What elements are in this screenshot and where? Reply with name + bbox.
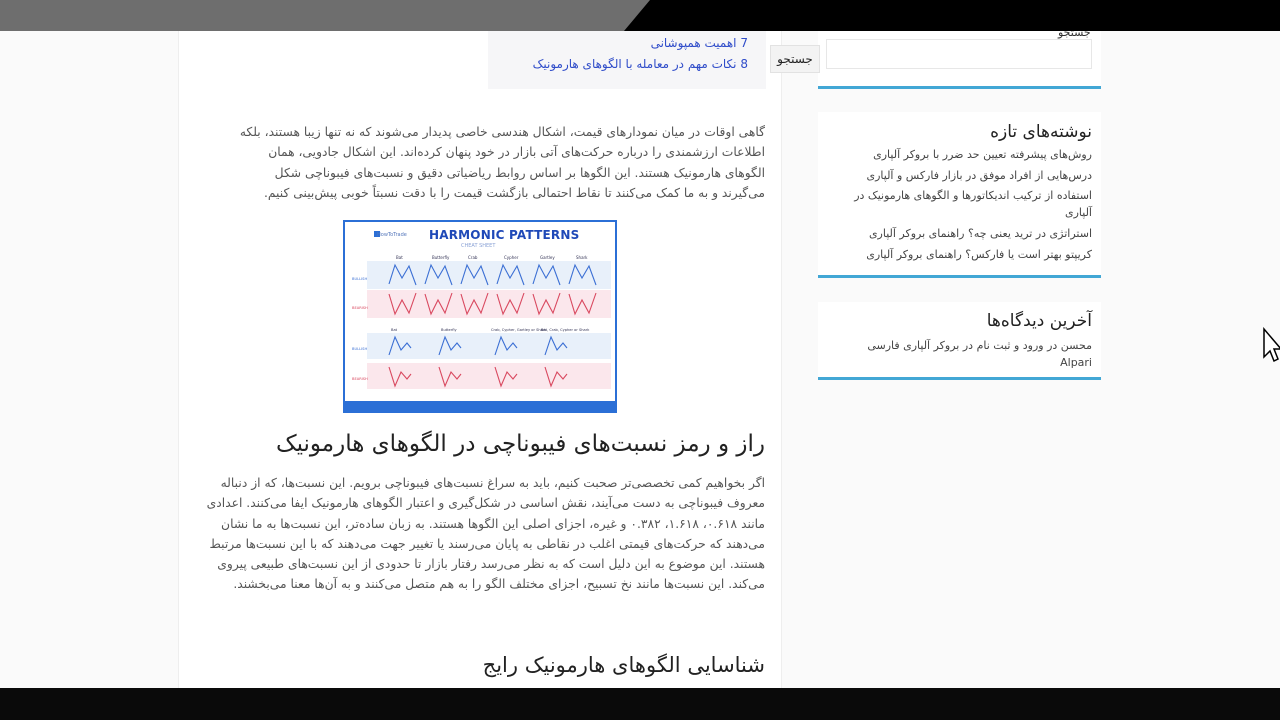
pattern-column-label: Bat [391, 328, 398, 332]
screen-top-bar [0, 0, 1280, 31]
bearish-pattern-sketch [389, 293, 416, 314]
bullish-pattern-sketch [439, 337, 461, 355]
bearish-pattern-sketch [425, 293, 452, 314]
bullish-pattern-sketch [533, 265, 560, 285]
bullish-pattern-sketch [389, 337, 411, 355]
fibonacci-paragraph: اگر بخواهیم کمی تخصصی‌تر صحبت کنیم، باید به سراغ نسبت‌های فیبوناچی برویم. این نسبت‌ها، که از دنباله معروف فیبوناچی به دست می‌آیند، نقش اساسی در شکل‌گیری و اعتبار الگوهای هارمونیک ایفا می‌کنند. اعدادی مانند ۰.۶۱۸، ۱.۶۱۸، ۰.۳۸۲ و غیره، اجزای اصلی این الگوها هستند. به زبان ساده‌تر، این نسبت‌ها به ما نشان می‌دهند که حرکت‌های قیمتی اغلب در نقاطی به پایان می‌رسند یا تغییر جهت می‌دهند که با این نسبت‌ها مرتبط هستند. این موضوع به این دلیل است که به نظر می‌رسد رفتار بازار تا حدودی از این نسبت‌های طبیعی پیروی می‌کند. این نسبت‌ها مانند نخ تسبیح، اجزای مختلف الگو را به هم متصل می‌کنند و به آن‌ها معنا می‌بخشند. [206, 476, 765, 592]
bearish-pattern-sketch [569, 293, 596, 314]
pattern-side-label: BEARISH [352, 377, 368, 381]
bearish-pattern-sketch [545, 367, 567, 386]
mouse-cursor-icon [1262, 327, 1280, 363]
toc-item-7[interactable] [651, 36, 748, 50]
image-logo-text: HowToTrade [377, 232, 407, 238]
bullish-pattern-sketch [545, 337, 567, 355]
screen-bottom-bar [0, 688, 1280, 720]
search-input[interactable] [826, 39, 1092, 69]
recent-comments-title: آخرین دیدگاه‌ها [986, 311, 1092, 331]
recent-post-link[interactable]: کریپتو بهتر است یا فارکس؟ راهنمای بروکر آلپاری [866, 248, 1092, 261]
recent-post-link[interactable]: درس‌هایی از افراد موفق در بازار فارکس و آلپاری [866, 169, 1092, 182]
harmonic-patterns-image[interactable] [343, 220, 617, 413]
recent-posts-title: نوشته‌های تازه [990, 122, 1092, 142]
bearish-pattern-sketch [461, 293, 488, 314]
pattern-column-label: Crab [468, 255, 478, 260]
pattern-side-label: BULLISH [352, 277, 368, 281]
bearish-pattern-sketch [495, 367, 517, 386]
pattern-column-label: Shark [576, 255, 588, 260]
toc-item-number: 7 [740, 36, 748, 50]
pattern-sketches [345, 222, 615, 411]
bullish-pattern-sketch [495, 337, 517, 355]
pattern-side-label: BEARISH [352, 306, 368, 310]
web-page [0, 31, 1280, 688]
recent-post-link[interactable]: استفاده از ترکیب اندیکاتورها و الگوهای هارمونیک در آلپاری [854, 189, 1092, 219]
image-title: HARMONIC PATTERNS [429, 228, 580, 242]
pattern-column-label: Cypher [504, 255, 519, 260]
pattern-column-label: Gartley [540, 255, 555, 260]
toc-item-label: نکات مهم در معامله با الگوهای هارمونیک [532, 57, 737, 71]
bullish-pattern-sketch [461, 265, 488, 285]
recent-posts-widget [818, 112, 1101, 278]
top-bar-overlay [0, 0, 650, 31]
table-of-contents [488, 31, 766, 89]
search-button[interactable]: جستجو [770, 45, 820, 73]
toc-item-number: 8 [740, 57, 748, 71]
pattern-column-label: Butterfly [432, 255, 450, 260]
bearish-pattern-sketch [533, 293, 560, 314]
bearish-pattern-sketch [389, 367, 411, 386]
bullish-pattern-sketch [569, 265, 596, 285]
article-intro-paragraph: گاهی اوقات در میان نمودارهای قیمت، اشکال هندسی خاصی پدیدار می‌شوند که نه تنها زیبا هستند، بلکه اطلاعات ارزشمندی را درباره حرکت‌های آتی بازار در خود پنهان کرده‌اند. این اشکال جادویی، همان الگوهای هارمونیک هستند. این الگوها بر اساس روابط ریاضیاتی دقیق و نسبت‌های فیبوناچی شکل می‌گیرند و به ما کمک می‌کنند تا نقاط احتمالی بازگشت قیمت را با دقت نسبتاً خوبی پیش‌بینی کنیم. [239, 125, 765, 200]
search-label: جستجو [1058, 31, 1091, 39]
bullish-pattern-sketch [425, 265, 452, 285]
image-footer-bar [345, 401, 615, 411]
bearish-pattern-sketch [439, 367, 461, 386]
recent-comments-widget [818, 302, 1101, 380]
pattern-column-label: Butterfly [441, 328, 457, 332]
pattern-column-label: Bat, Crab, Cypher or Shark [541, 328, 590, 332]
recent-post-link[interactable]: روش‌های پیشرفته تعیین حد ضرر با بروکر آلپاری [873, 148, 1092, 161]
pattern-side-label: BULLISH [352, 347, 368, 351]
bullish-pattern-sketch [497, 265, 524, 285]
bullish-pattern-sketch [389, 265, 416, 285]
pattern-column-label: Crab, Cypher, Gartley or Shark [491, 328, 547, 332]
section-heading-common-patterns: شناسایی الگوهای هارمونیک رایج [482, 653, 765, 677]
pattern-column-label: Bat [396, 255, 403, 260]
recent-post-link[interactable]: استراتژی در ترید یعنی چه؟ راهنمای بروکر آلپاری [868, 227, 1092, 240]
recent-comment-link[interactable]: محسن در ورود و ثبت نام در بروکر آلپاری فارسی Alpari [867, 339, 1092, 369]
bearish-pattern-sketch [497, 293, 524, 314]
image-subtitle: CHEAT SHEET [461, 243, 496, 249]
toc-item-label: اهمیت همپوشانی [650, 36, 737, 50]
section-heading-fibonacci: راز و رمز نسبت‌های فیبوناچی در الگوهای هارمونیک [276, 431, 765, 457]
toc-item-8[interactable] [533, 57, 748, 71]
